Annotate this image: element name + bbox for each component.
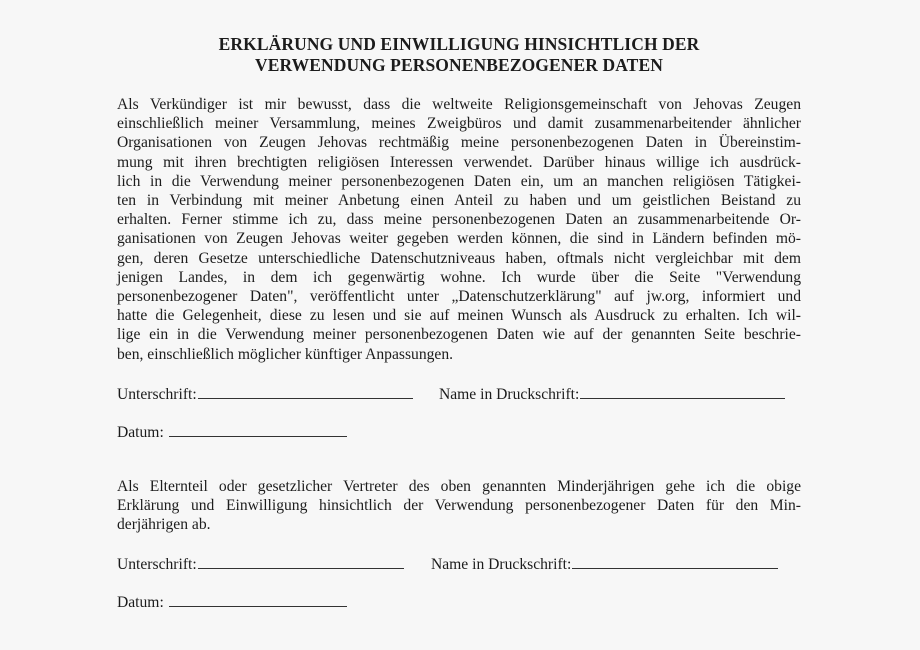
title-line-1: ERKLÄRUNG UND EINWILLIGUNG HINSICHTLICH DER (218, 34, 700, 54)
paragraph-line: gen, deren Gesetze unterschiedliche Datenschutzniveaus haben, oftmals nicht vergleichbar mit dem (117, 249, 801, 267)
paragraph-line: jenigen Landes, in dem ich gegenwärtig wohne. Ich wurde über die Seite "Verwendung (117, 268, 801, 286)
signature-label: Unterschrift: (117, 556, 197, 574)
paragraph-line: personenbezogener Daten", veröffentlicht unter „Datenschutzerklärung" auf jw.org, informiert und (117, 288, 801, 306)
paragraph-line: hatte die Gelegenheit, diese zu lesen und sie auf meinen Wunsch als Ausdruck zu erhalten. Ich wil- (117, 307, 801, 325)
date-line[interactable] (169, 421, 347, 437)
signature-line[interactable] (198, 553, 404, 569)
paragraph-line: lige ein in die Verwendung meiner personenbezogenen Daten wie auf der genannten Seite beschrie- (117, 326, 801, 344)
signature-row-2 (117, 553, 801, 573)
guardian-paragraph (117, 477, 801, 535)
date-field-1 (117, 421, 347, 443)
date-row-2 (117, 591, 801, 611)
paragraph-line: derjährigen ab. (117, 516, 211, 534)
paragraph-line: Als Verkündiger ist mir bewusst, dass die weltweite Religionsgemeinschaft von Jehovas Zeugen (117, 96, 801, 113)
signature-row-1 (117, 383, 801, 403)
declaration-document (117, 34, 801, 611)
paragraph-line: einschließlich meiner Versammlung, meines Zweigbüros und damit zusammenarbeitender ähnlicher (117, 115, 801, 133)
paragraph-line: Organisationen von Zeugen Jehovas rechtmäßig meine personenbezogenen Daten in Übereinstim- (117, 134, 801, 152)
date-row-1 (117, 421, 801, 441)
paragraph-line: lich in die Verwendung meiner personenbezogenen Daten ein, um an manchen religiösen Tätigkei- (117, 172, 801, 190)
signature-label: Unterschrift: (117, 385, 197, 403)
name-line[interactable] (572, 553, 778, 569)
paragraph-line: ten in Verbindung mit meiner Anbetung einen Anteil zu haben und um geistlichen Beistand zu (117, 192, 801, 210)
name-label: Name in Druckschrift: (431, 556, 572, 574)
date-label: Datum: (117, 594, 164, 612)
name-label: Name in Druckschrift: (439, 385, 580, 403)
name-field-2 (431, 553, 778, 575)
date-field-2 (117, 591, 347, 613)
paragraph-line: Als Elternteil oder gesetzlicher Vertreter des oben genannten Minderjährigen gehe ich die obige (117, 477, 801, 495)
document-title (117, 34, 801, 76)
date-line[interactable] (169, 591, 347, 607)
paragraph-line: ben, einschließlich möglicher künftiger Anpassungen. (117, 345, 454, 363)
signature-field-2 (117, 553, 404, 575)
name-field-1 (439, 383, 785, 405)
name-line[interactable] (580, 383, 785, 399)
paragraph-line: Erklärung und Einwilligung hinsichtlich der Verwendung personenbezogener Daten für den Min- (117, 497, 801, 515)
title-line-2: VERWENDUNG PERSONENBEZOGENER DATEN (255, 55, 663, 75)
signature-line[interactable] (198, 383, 413, 399)
date-label: Datum: (117, 423, 164, 441)
paragraph-line: ganisationen von Zeugen Jehovas weiter gegeben werden können, die sind in Ländern befinden mö- (117, 230, 801, 248)
paragraph-line: erhalten. Ferner stimme ich zu, dass meine personenbezogenen Daten an zusammenarbeitende Or- (117, 211, 801, 229)
consent-paragraph (117, 95, 801, 364)
paragraph-line: mung mit ihren brechtigten religiösen Interessen verwendet. Darüber hinaus willige ich ausdrück- (117, 153, 801, 171)
signature-field-1 (117, 383, 413, 405)
